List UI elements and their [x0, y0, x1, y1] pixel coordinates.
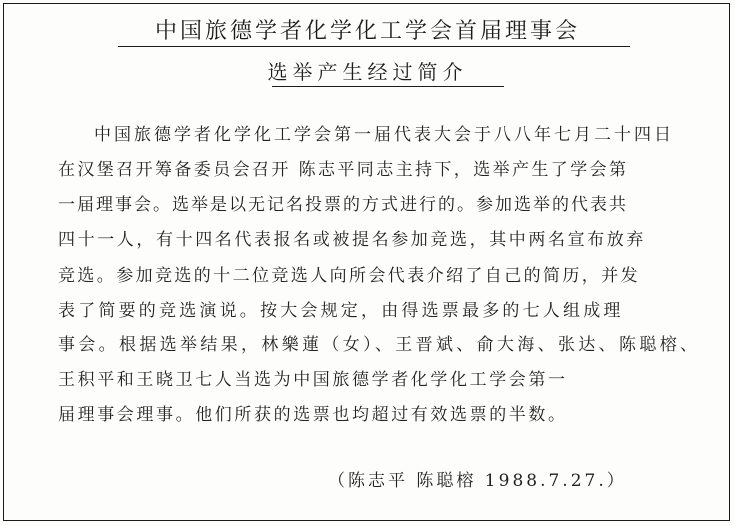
body-line: 事会。根据选举结果，林樂蓮（女）、王晋斌、俞大海、张达、陈聪榕、 — [58, 335, 701, 355]
body-line: 一届理事会。选举是以无记名投票的方式进行的。参加选举的代表共 — [58, 195, 628, 215]
title-underline — [118, 46, 630, 47]
body-line: 王积平和王晓卫七人当选为中国旅德学者化学化工学会第一 — [58, 370, 568, 390]
body-line: 中国旅德学者化学化工学会第一届代表大会于八八年七月二十四日 — [94, 125, 674, 145]
subtitle-underline — [272, 86, 504, 87]
body-line: 在汉堡召开筹备委员会召开 陈志平同志主持下，选举产生了学会第 — [58, 160, 629, 180]
document-subtitle: 选举产生经过简介 — [267, 60, 468, 84]
signature-line: （陈志平 陈聪榕 1988.7.27.） — [328, 471, 627, 491]
body-line: 届理事会理事。他们所获的选票也均超过有效选票的半数。 — [58, 405, 568, 425]
body-line: 四十一人，有十四名代表报名或被提名参加竞选，其中两名宣布放弃 — [58, 230, 646, 250]
document-title: 中国旅德学者化学化工学会首届理事会 — [154, 19, 580, 44]
body-line: 竞选。参加竞选的十二位竞选人向所会代表介绍了自己的简历，并发 — [58, 266, 640, 286]
body-line: 表了简要的竞选演说。按大会规定，由得选票最多的七人组成理 — [58, 301, 624, 321]
